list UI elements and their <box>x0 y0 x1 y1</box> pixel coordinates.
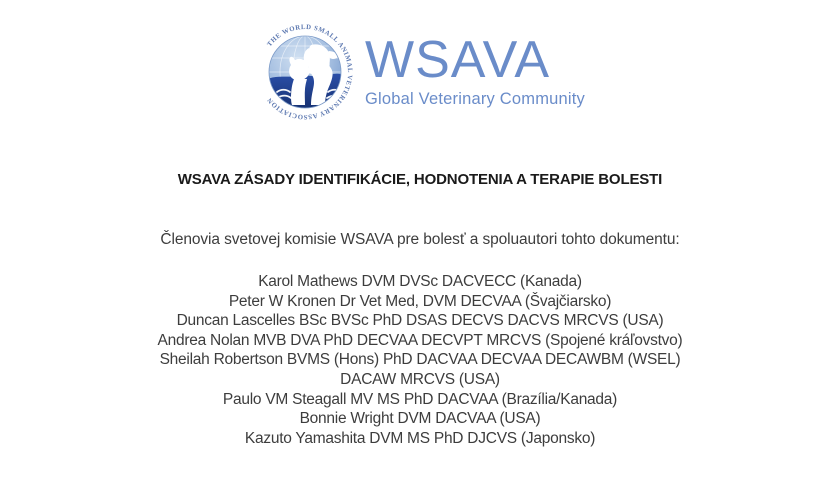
author-line: Peter W Kronen Dr Vet Med, DVM DECVAA (Švajčiarsko) <box>228 292 612 310</box>
author-line: Bonnie Wright DVM DACVAA (USA) <box>299 410 541 428</box>
page-title: WSAVA ZÁSADY IDENTIFIKÁCIE, HODNOTENIA A TERAPIE BOLESTI <box>177 171 663 188</box>
logo-inner <box>255 22 585 122</box>
author-line: Andrea Nolan MVB DVA PhD DECVAA DECVPT MRCVS (Spojené kráľovstvo) <box>157 331 683 349</box>
wsava-wordmark-text: WSAVA <box>365 31 551 90</box>
wsava-logo <box>0 22 840 122</box>
author-line: Duncan Lascelles BSc BVSc PhD DSAS DECVS DACVS MRCVS (USA) <box>176 312 664 330</box>
author-line: Sheilah Robertson BVMS (Hons) PhD DACVAA DECVAA DECAWBM (WSEL) <box>159 351 681 369</box>
document-subtitle: Členovia svetovej komisie WSAVA pre bolesť a spoluautori tohto dokumentu: <box>160 231 680 248</box>
author-line: Karol Mathews DVM DVSc DACVECC (Kanada) <box>258 273 582 290</box>
author-line: Paulo VM Steagall MV MS PhD DACVAA (Brazília/Kanada) <box>222 390 618 408</box>
wsava-wordmark <box>365 31 585 110</box>
author-list <box>0 272 840 448</box>
wsava-tagline: Global Veterinary Community <box>365 90 585 109</box>
author-line: Kazuto Yamashita DVM MS PhD DJCVS (Japonsko) <box>244 429 596 447</box>
author-line: DACAW MRCVS (USA) <box>340 370 500 388</box>
svg-text:THE WORLD SMALL ANIMAL VETERIN: THE WORLD SMALL ANIMAL VETERINARY ASSOCIATION <box>266 23 354 121</box>
wsava-globe-emblem-icon <box>255 22 355 122</box>
